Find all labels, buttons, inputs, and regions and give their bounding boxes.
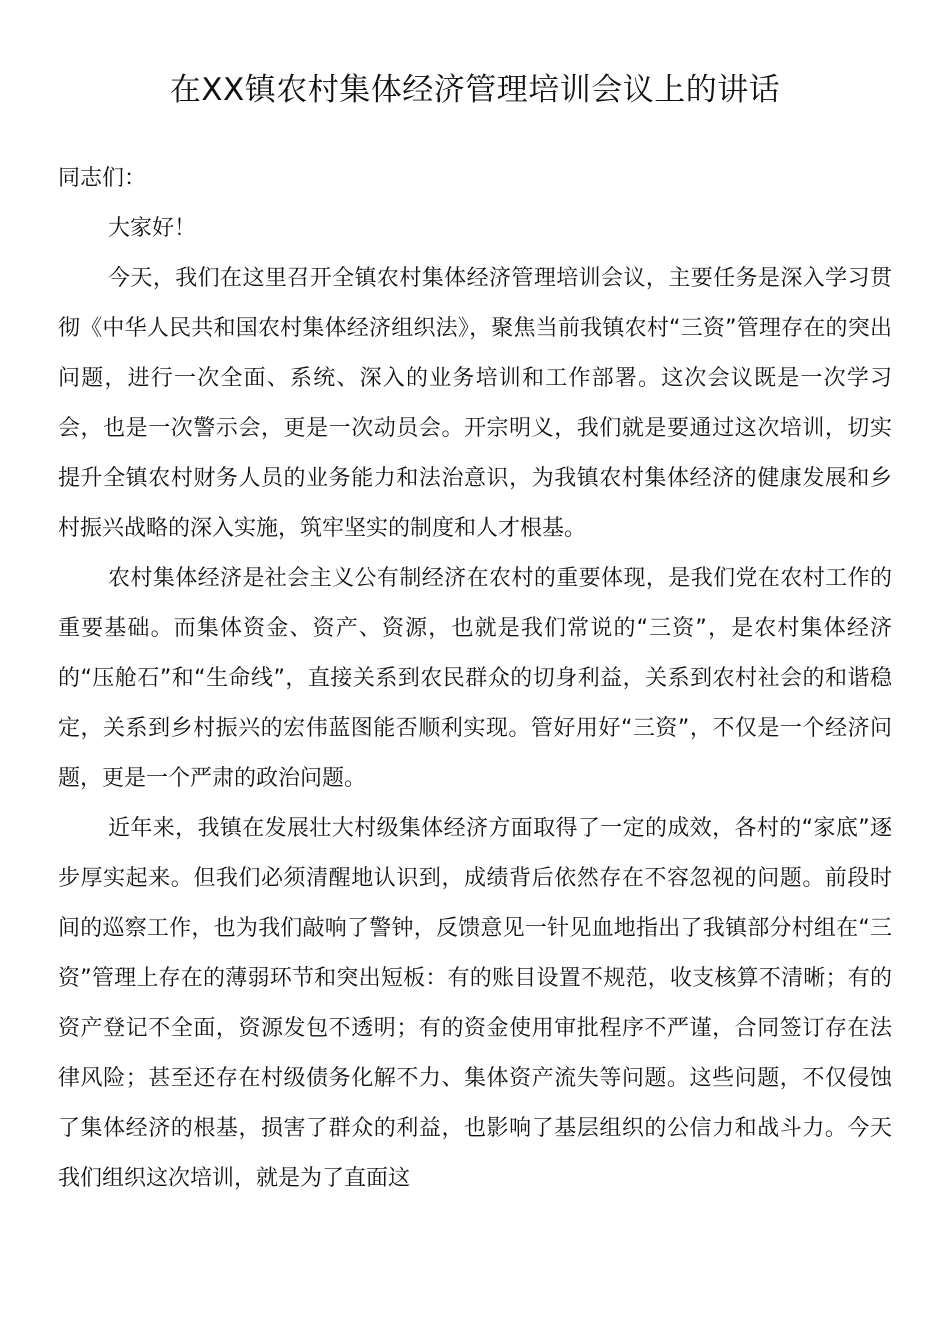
paragraph-1: 今天，我们在这里召开全镇农村集体经济管理培训会议，主要任务是深入学习贯彻《中华人民共和国农村集体经济组织法》，聚焦当前我镇农村“三资”管理存在的突出问题，进行一次全面、系统、深入的业务培训和工作部署。这次会议既是一次学习会，也是一次警示会，更是一次动员会。开宗明义，我们就是要通过这次培训，切实提升全镇农村财务人员的业务能力和法治意识，为我镇农村集体经济的健康发展和乡村振兴战略的深入实施，筑牢坚实的制度和人才根基。 [58,266,892,541]
paragraph-2: 农村集体经济是社会主义公有制经济在农村的重要体现，是我们党在农村工作的重要基础。而集体资金、资产、资源，也就是我们常说的“三资”，是农村集体经济的“压舱石”和“生命线”，直接关系到农民群众的切身利益，关系到农村社会的和谐稳定，关系到乡村振兴的宏伟蓝图能否顺利实现。管好用好“三资”，不仅是一个经济问题，更是一个严肃的政治问题。 [58,566,892,791]
paragraph-3: 近年来，我镇在发展壮大村级集体经济方面取得了一定的成效，各村的“家底”逐步厚实起来。但我们必须清醒地认识到，成绩背后依然存在不容忽视的问题。前段时间的巡察工作，也为我们敲响了警钟，反馈意见一针见血地指出了我镇部分村组在“三资”管理上存在的薄弱环节和突出短板：有的账目设置不规范，收支核算不清晰；有的资产登记不全面，资源发包不透明；有的资金使用审批程序不严谨，合同签订存在法律风险；甚至还存在村级债务化解不力、集体资产流失等问题。这些问题，不仅侵蚀了集体经济的根基，损害了群众的利益，也影响了基层组织的公信力和战斗力。今天我们组织这次培训，就是为了直面这 [58,816,892,1191]
document-body [58,154,892,1204]
greeting: 大家好！ [108,216,197,241]
document-title: 在XX镇农村集体经济管理培训会议上的讲话 [169,72,781,108]
salutation: 同志们： [58,166,147,191]
